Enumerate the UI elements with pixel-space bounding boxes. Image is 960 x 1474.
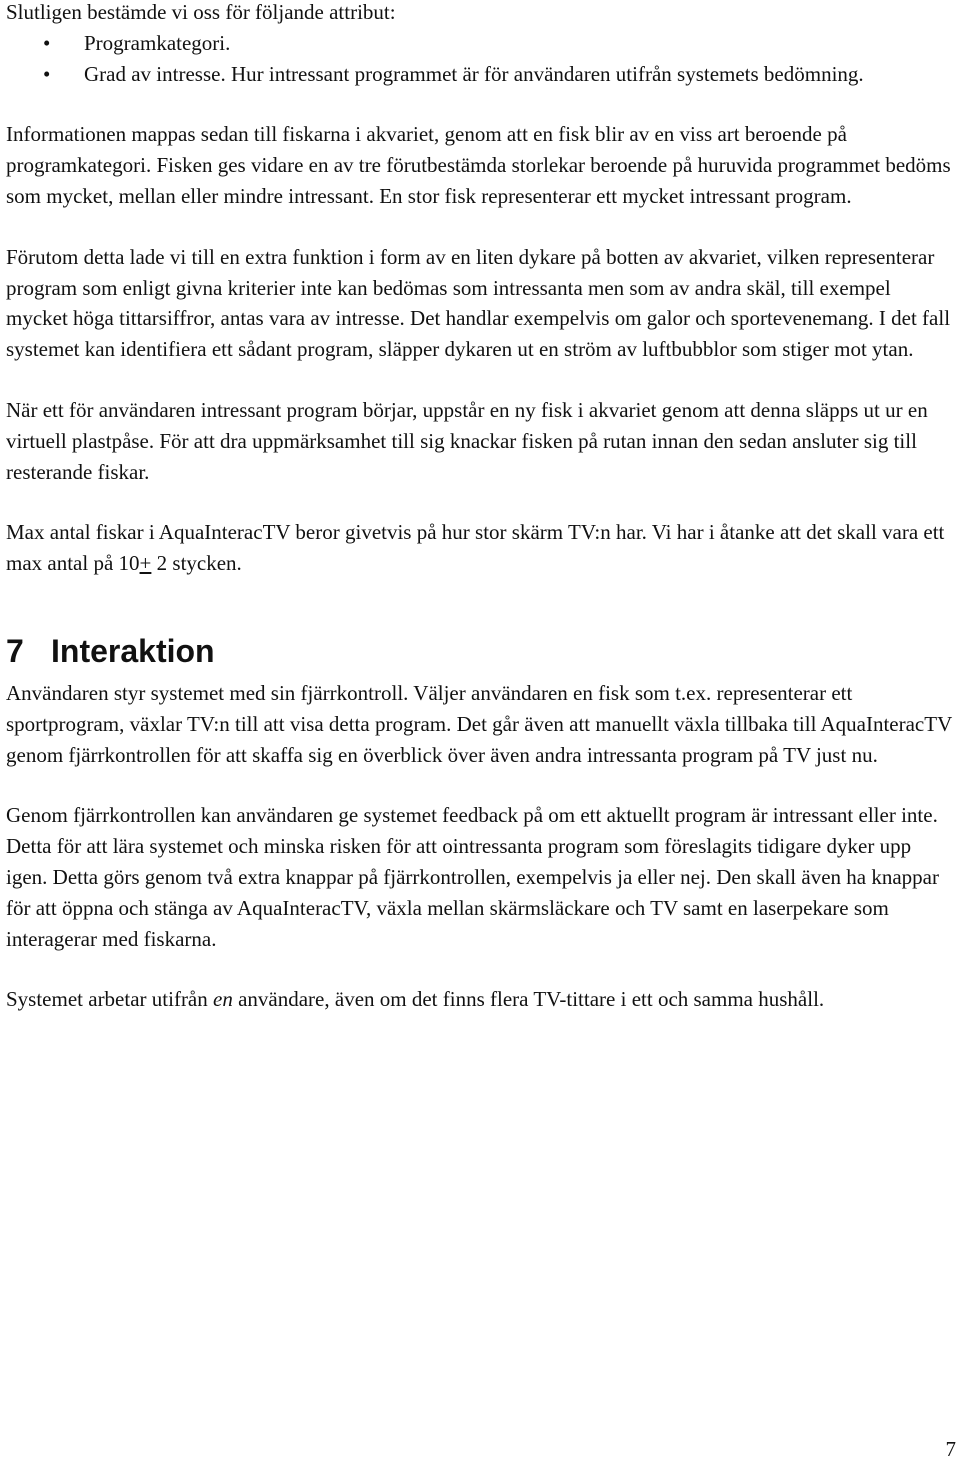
page-number: 7 xyxy=(945,1437,956,1461)
paragraph-remote-control: Användaren styr systemet med sin fjärrkontroll. Väljer användaren en fisk som t.ex. representerar ett sportprogram, växlar TV:n till att visa detta program. Det går även att manuellt växla tillbaka till AquaInteracTV genom fjärrkontrollen för att skaffa sig en överblick över även andra intressanta program på TV just nu. xyxy=(6,680,952,767)
max-text-after: 2 stycken. xyxy=(151,551,242,576)
list-item-text: Grad av intresse. Hur intressant programmet är för användaren utifrån systemets bedömning. xyxy=(84,61,864,86)
paragraph-feedback: Genom fjärrkontrollen kan användaren ge systemet feedback på om ett aktuellt program är intressant eller inte. Detta för att lära systemet och minska risken för att ointressanta program som föreslagits tidigare dyker upp igen. Detta görs genom två extra knappar på fjärrkontrollen, exempelvis ja eller nej. Den skall även ha knappar för att öppna och stänga av AquaInteracTV, växla mellan skärmsläckare och TV samt en laserpekare som interagerar med fiskarna. xyxy=(6,803,939,951)
bullet-icon: • xyxy=(43,30,51,55)
single-user-before: Systemet arbetar utifrån xyxy=(6,987,214,1012)
section-title: Interaktion xyxy=(51,632,215,669)
paragraph-diver: Förutom detta lade vi till en extra funktion i form av en liten dykare på botten av akvariet, vilken representerar program som enligt givna kriterier inte kan bedömas som intressanta men som av andra skäl, till exempel mycket höga tittarsiffror, antas vara av intresse. Det handlar exempelvis om galor och sportevenemang. I det fall systemet kan identifiera ett sådant program, släpper dykaren ut en ström av luftbubblor som stiger mot ytan. xyxy=(6,244,951,362)
single-user-after: användare, även om det finns flera TV-tittare i ett och samma hushåll. xyxy=(232,987,825,1012)
max-text-before: Max antal fiskar i AquaInteracTV beror givetvis på hur stor skärm TV:n har. Vi har i åtanke att det skall vara ett max antal på 10 xyxy=(6,520,945,576)
paragraph-single-user xyxy=(6,984,954,1015)
intro-text: Slutligen bestämde vi oss för följande attribut: xyxy=(6,0,396,24)
document-page xyxy=(6,0,954,1015)
list-item xyxy=(6,28,954,59)
paragraph-max-fish xyxy=(6,517,954,579)
emphasis-text: en xyxy=(213,987,233,1012)
paragraph-new-fish: När ett för användaren intressant program börjar, uppstår en ny fisk i akvariet genom att denna släpps ut ur en virtuell plastpåse. För att dra uppmärksamhet till sig knackar fisken på rutan innan den sedan ansluter sig till resterande fiskar. xyxy=(6,397,928,484)
plus-minus-sign: + xyxy=(139,551,152,576)
section-number: 7 xyxy=(6,632,24,669)
paragraph-mapping: Informationen mappas sedan till fiskarna i akvariet, genom att en fisk blir av en viss art beroende på programkategori. Fisken ges vidare en av tre förutbestämda storlekar beroende på huruvida programmet bedöms som mycket, mellan eller mindre intressant. En stor fisk representerar ett mycket intressant program. xyxy=(6,122,951,208)
section-heading xyxy=(6,631,954,671)
bullet-icon: • xyxy=(43,61,51,86)
list-item xyxy=(6,59,954,90)
attribute-list xyxy=(6,28,954,90)
list-item-text: Programkategori. xyxy=(84,30,231,55)
